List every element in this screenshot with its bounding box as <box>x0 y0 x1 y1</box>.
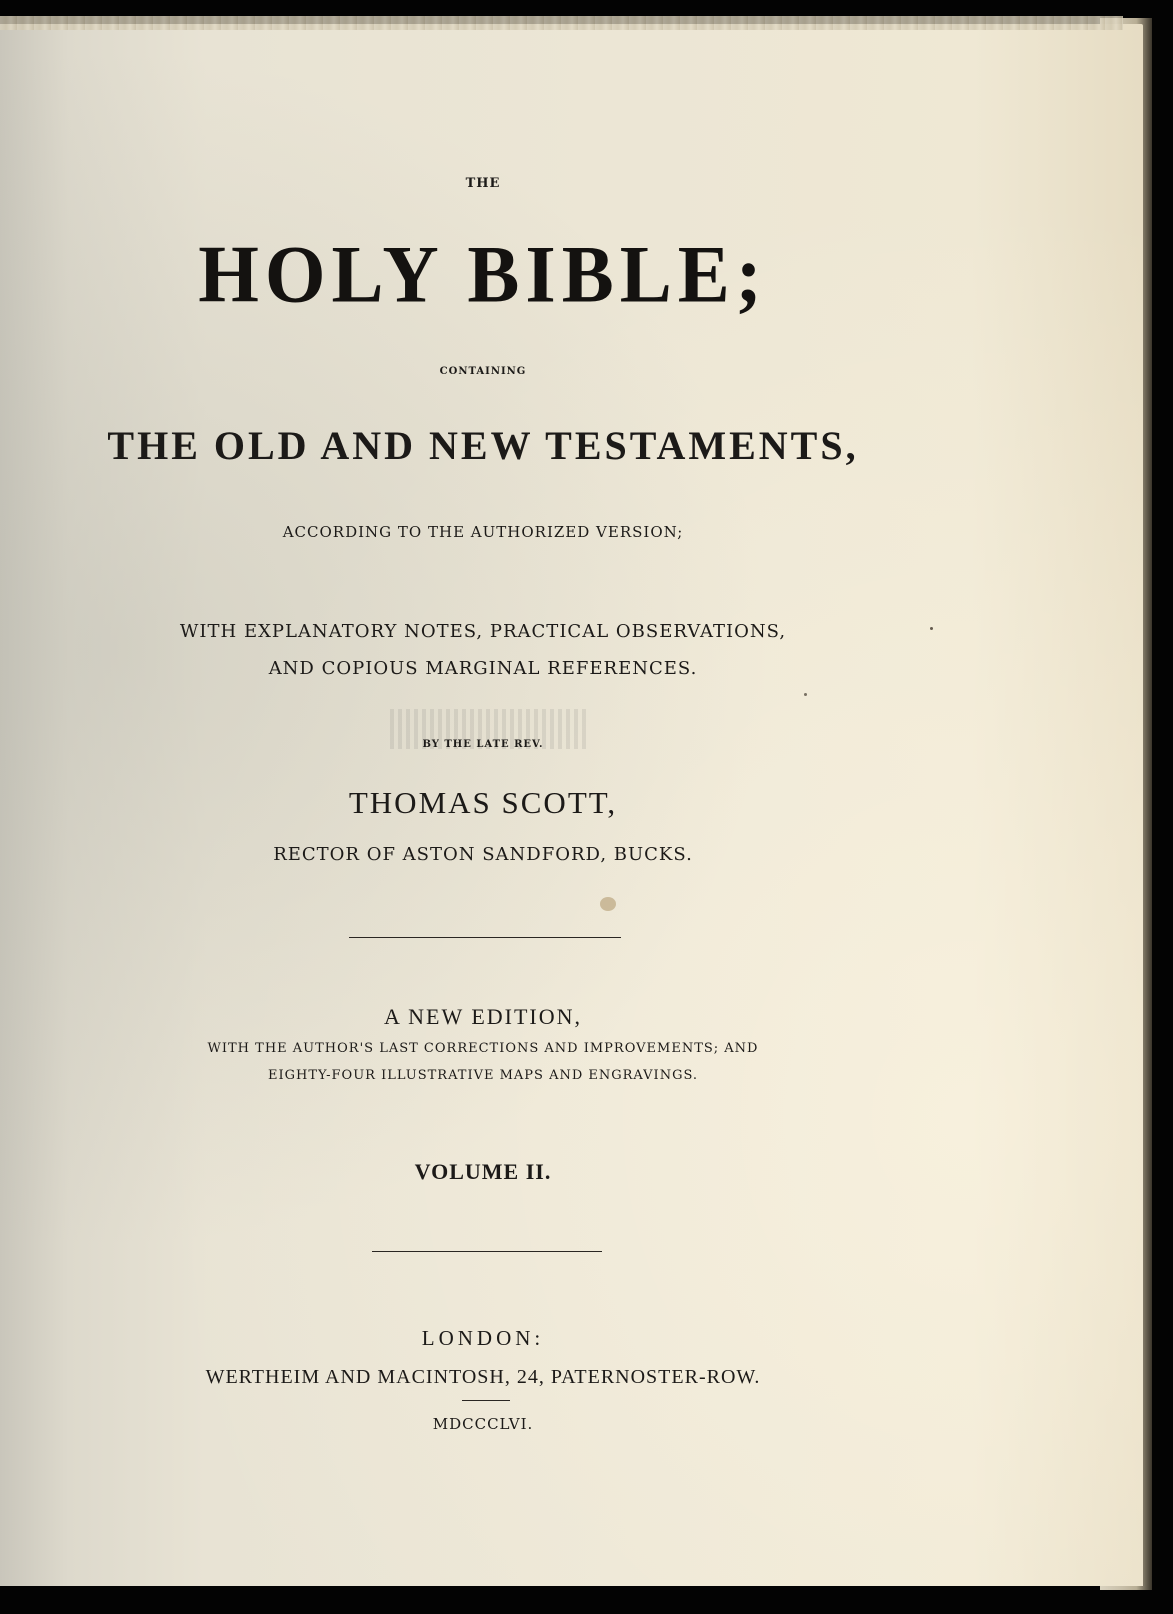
divider-rule <box>349 937 621 938</box>
version-line: ACCORDING TO THE AUTHORIZED VERSION; <box>282 523 684 541</box>
divider-rule <box>462 1400 510 1401</box>
foxing-spot <box>600 897 616 911</box>
divider-rule <box>372 1251 602 1252</box>
containing-label: CONTAINING <box>439 366 527 377</box>
author-title: RECTOR OF ASTON SANDFORD, BUCKS. <box>273 844 693 865</box>
foxing-spot <box>804 693 807 696</box>
maps-line: EIGHTY-FOUR ILLUSTRATIVE MAPS AND ENGRAVINGS. <box>267 1068 699 1083</box>
imprint-year: MDCCCLVI. <box>432 1415 534 1433</box>
testaments-heading: THE OLD AND NEW TESTAMENTS, <box>107 423 859 468</box>
title-page <box>0 24 1143 1586</box>
corrections-line: WITH THE AUTHOR'S LAST CORRECTIONS AND IMPROVEMENTS; AND <box>207 1041 759 1056</box>
imprint-city: LONDON: <box>421 1326 545 1350</box>
imprint-publisher: WERTHEIM AND MACINTOSH, 24, PATERNOSTER-ROW. <box>205 1366 761 1388</box>
notes-line-1: WITH EXPLANATORY NOTES, PRACTICAL OBSERVATIONS, <box>179 621 787 642</box>
author-name: THOMAS SCOTT, <box>348 785 618 820</box>
notes-line-2: AND COPIOUS MARGINAL REFERENCES. <box>268 658 698 679</box>
by-line: BY THE LATE REV. <box>422 739 544 750</box>
title-article: THE <box>465 176 501 191</box>
edition-line: A NEW EDITION, <box>383 1004 583 1029</box>
volume-label: VOLUME II. <box>414 1159 552 1184</box>
main-title: HOLY BIBLE; <box>198 227 768 320</box>
